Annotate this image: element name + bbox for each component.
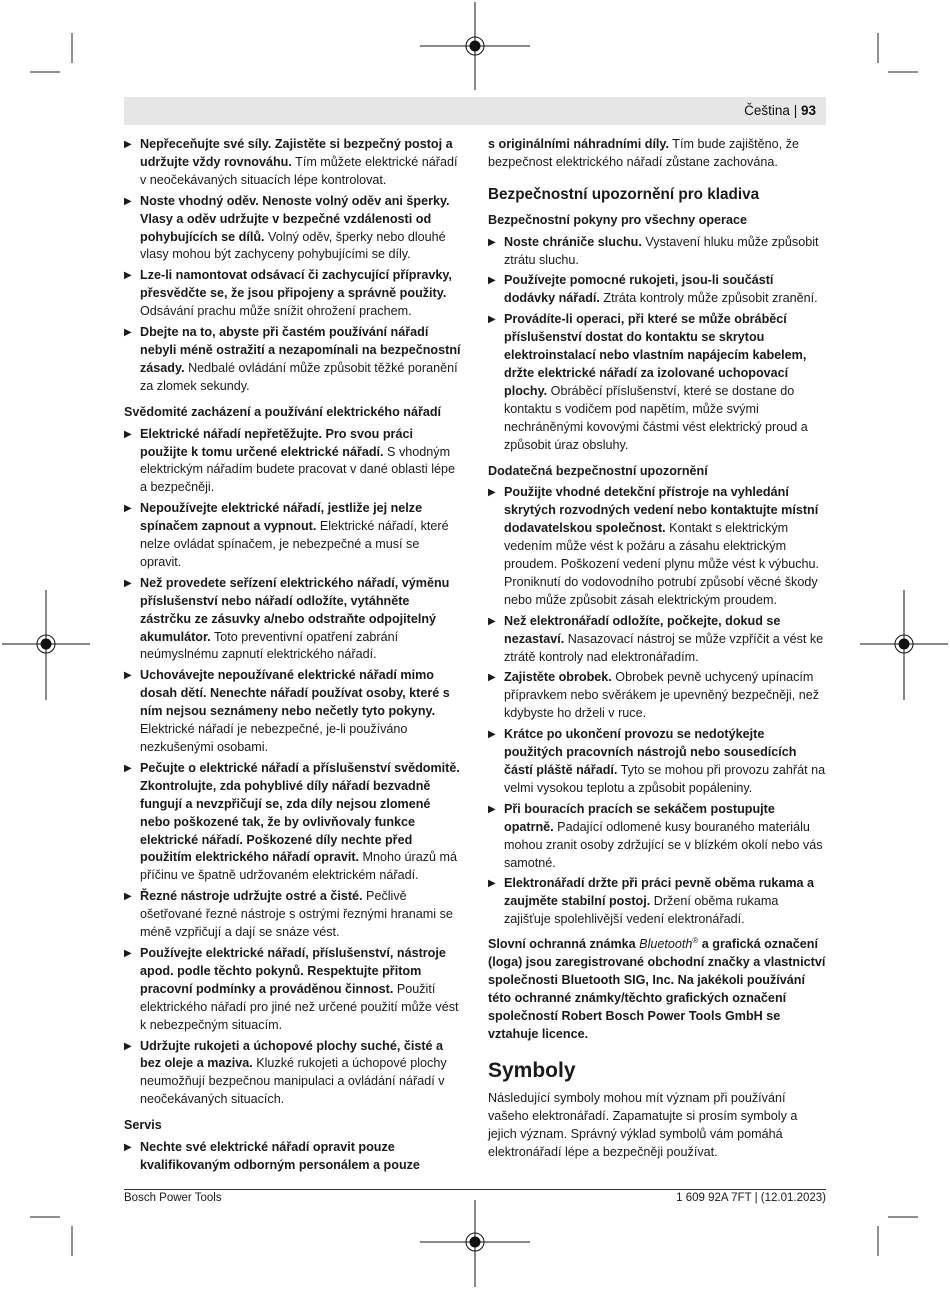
item-text: Tyto se mohou při provozu zahřát na velmi vysokou teplotu a způsobit popáleniny. xyxy=(504,763,826,795)
triangle-right-icon: ▶ xyxy=(488,878,496,890)
item-text: Použití elektrického nářadí pro jiné než určené použití může vést k nebezpečným situacím. xyxy=(140,981,459,1032)
list-item xyxy=(488,484,826,609)
item-bold: Noste chrániče sluchu. xyxy=(504,234,642,249)
triangle-right-icon: ▶ xyxy=(488,615,496,627)
additional-list xyxy=(488,484,826,929)
triangle-right-icon: ▶ xyxy=(124,503,132,515)
registration-mark-icon xyxy=(860,590,948,700)
triangle-right-icon: ▶ xyxy=(124,270,132,282)
item-text: Tím můžete elektrické nářadí v neočekávaných situacích lépe kontrolovat. xyxy=(140,154,458,187)
careful-use-list xyxy=(124,426,462,1110)
continuation-bold: s originálními náhradními díly. xyxy=(488,137,670,151)
item-bold: Krátce po ukončení provozu se nedotýkejte použitých pracovních nástrojů nebo sousedících částí pláště nářadí. xyxy=(504,727,797,777)
service-continuation xyxy=(488,136,826,172)
triangle-right-icon: ▶ xyxy=(124,762,132,774)
triangle-right-icon: ▶ xyxy=(124,195,132,207)
left-column xyxy=(124,136,462,1178)
additional-heading: Dodatečná bezpečnostní upozornění xyxy=(488,463,708,478)
item-bold: Řezné nástroje udržujte ostré a čisté. xyxy=(140,889,363,904)
triangle-right-icon: ▶ xyxy=(124,577,132,589)
list-item xyxy=(124,1139,462,1175)
list-item xyxy=(124,324,462,396)
footer-rule xyxy=(124,1189,826,1190)
item-bold: Uchovávejte nepoužívané elektrické nářadí mimo dosah dětí. Nenechte nářadí používat osoby, které s ním nejsou seznámeny nebo nečetly tyto pokyny. xyxy=(140,668,450,719)
list-item xyxy=(124,267,462,321)
list-item xyxy=(124,426,462,498)
triangle-right-icon: ▶ xyxy=(488,236,496,248)
item-text: Volný oděv, šperky nebo dlouhé vlasy mohou být zachyceny pohybujícími se díly. xyxy=(140,229,446,262)
item-bold: Udržujte rukojeti a úchopové plochy suché, čisté a bez oleje a maziva. xyxy=(140,1038,444,1071)
triangle-right-icon: ▶ xyxy=(124,1040,132,1052)
list-item xyxy=(124,760,462,885)
symbols-text: Následující symboly mohou mít význam při používání vašeho elektronářadí. Zapamatujte si prosím symboly a jejich význam. Správný výklad symbolů vám pomáhá elektronářadí lépe a bezpečněji používat. xyxy=(488,1090,798,1159)
registered-mark: ® xyxy=(692,936,699,946)
item-bold: Při bouracích pracích se sekáčem postupujte opatrně. xyxy=(504,801,775,834)
bluetooth-pre: Slovní ochranná známka xyxy=(488,937,640,952)
list-item xyxy=(124,136,462,190)
bluetooth-notice xyxy=(488,932,826,1044)
item-text: Kontakt s elektrickým vedením může vést k požáru a zásahu elektrickým proudem. Poškození vedení plynu může vést k výbuchu. Proniknutí do vodovodního potrubí způsobí věcné škody nebo může způsobit zásah elektrickým proudem. xyxy=(504,521,820,607)
header-bar xyxy=(124,97,826,125)
triangle-right-icon: ▶ xyxy=(124,947,132,959)
section-heading-careful-use: Svědomité zacházení a používání elektrického nářadí xyxy=(124,404,442,419)
triangle-right-icon: ▶ xyxy=(488,275,496,287)
item-bold: Používejte elektrické nářadí, příslušenství, nástroje apod. podle těchto pokynů. Respektujte přitom pracovní podmínky a prováděnou činnost. xyxy=(140,945,446,996)
list-item xyxy=(488,272,826,308)
bluetooth-post: a grafická označení (loga) jsou zaregistrované obchodní značky a vlastnictví společnosti Bluetooth SIG, Inc. Na jakékoli používání této ochranné známky/těchto grafických označení společností Robert Bosch Power Tools GmbH se vztahuje licence. xyxy=(488,937,826,1041)
item-text: Obrobek pevně uchycený upínacím přípravkem nebo svěrákem je upevněný bezpečněji, než kdybyste ho drželi v ruce. xyxy=(504,670,820,721)
triangle-right-icon: ▶ xyxy=(124,891,132,903)
item-bold: Elektronářadí držte při práci pevně oběma rukama a zaujměte stabilní postoj. xyxy=(504,876,815,909)
triangle-right-icon: ▶ xyxy=(488,314,496,326)
triangle-right-icon: ▶ xyxy=(488,672,496,684)
header-separator: | xyxy=(793,103,798,118)
item-text: Kluzké rukojeti a úchopové plochy neumožňují bezpečnou manipulaci a ovládání nářadí v neočekávaných situacích. xyxy=(140,1056,447,1107)
item-bold: Používejte pomocné rukojeti, jsou-li součástí dodávky nářadí. xyxy=(504,273,774,306)
triangle-right-icon: ▶ xyxy=(124,327,132,339)
list-item xyxy=(488,801,826,873)
all-ops-list xyxy=(488,234,826,455)
registration-mark-icon xyxy=(420,2,530,90)
page-number: 93 xyxy=(800,103,816,118)
item-text: Držení oběma rukama zajišťuje spolehlivější vedení elektronářadí. xyxy=(504,894,779,927)
registration-mark-icon xyxy=(420,1200,530,1287)
list-item xyxy=(124,500,462,572)
item-bold: Než elektronářadí odložíte, počkejte, dokud se nezastaví. xyxy=(504,613,781,646)
item-bold: Použijte vhodné detekční přístroje na vyhledání skrytých rozvodných vedení nebo kontaktujte místní dodavatelskou společnost. xyxy=(504,485,819,536)
item-bold: Nepřeceňujte své síly. Zajistěte si bezpečný postoj a udržujte vždy rovnováhu. xyxy=(140,137,453,169)
item-bold: Nechte své elektrické nářadí opravit pouze kvalifikovaným odborným personálem a pouze xyxy=(140,1140,420,1172)
header-language: Čeština xyxy=(744,103,790,118)
item-text: S vhodným elektrickým nářadím budete pracovat v dané oblasti lépe a bezpečněji. xyxy=(140,444,456,495)
hammer-heading: Bezpečnostní upozornění pro kladiva xyxy=(488,185,760,203)
triangle-right-icon: ▶ xyxy=(124,139,132,150)
item-bold: Pečujte o elektrické nářadí a příslušenství svědomitě. Zkontrolujte, zda pohyblivé díly nářadí bezvadně fungují a nevzpřičují se, zda díly nejsou zlomené nebo poškozené tak, že by ovlivňovaly funkce elektrické nářadí. Poškozené díly nechte před použitím elektrického nářadí opravit. xyxy=(140,760,460,865)
item-bold: Elektrické nářadí nepřetěžujte. Pro svou práci použijte k tomu určené elektrické nářadí. xyxy=(140,426,413,459)
list-item xyxy=(488,669,826,723)
symbols-heading: Symboly xyxy=(488,1058,576,1082)
bluetooth-brand: Bluetooth xyxy=(639,937,693,952)
item-text: Nasazovací nástroj se může vzpříčit a vést ke ztrátě kontroly nad elektronářadím. xyxy=(504,631,824,664)
list-item xyxy=(124,575,462,665)
item-text: Obráběcí příslušenství, které se dostane do kontaktu s vodičem pod napětím, může svými nechráněnými kovovými částmi vést elektrický proud a způsobit úraz obsluhy. xyxy=(504,383,808,452)
triangle-right-icon: ▶ xyxy=(488,803,496,815)
list-item xyxy=(488,311,826,454)
list-item xyxy=(124,193,462,265)
page-header xyxy=(744,103,816,118)
list-item xyxy=(488,234,826,270)
item-bold: Zajistěte obrobek. xyxy=(504,670,612,685)
right-column xyxy=(488,136,826,1165)
item-text: Ztráta kontroly může způsobit zranění. xyxy=(599,291,818,306)
item-text: Elektrické nářadí, které nelze ovládat spínačem, je nebezpečné a musí se opravit. xyxy=(140,519,449,569)
registration-mark-icon xyxy=(2,590,90,700)
list-item xyxy=(124,1038,462,1110)
continuation-text: Tím bude zajištěno, že bezpečnost elektrického nářadí zůstane zachována. xyxy=(488,137,799,169)
list-item xyxy=(488,726,826,798)
list-item xyxy=(124,888,462,942)
item-bold: Lze-li namontovat odsávací či zachycující přípravky, přesvědčte se, že jsou připojeny a správně použity. xyxy=(140,268,452,301)
item-bold: Provádíte-li operaci, při které se může obráběcí příslušenství dostat do kontaktu se skrytou elektroinstalací nebo vlastním napájecím kabelem, držte elektrické nářadí za izolované uchopovací plochy. xyxy=(504,312,807,398)
left-top-list xyxy=(124,136,462,396)
list-item xyxy=(488,613,826,667)
item-bold: Dbejte na to, abyste při častém používání nářadí nebyli méně ostražití a nezapomínali na bezpečnostní zásady. xyxy=(140,325,461,375)
item-text: Vystavení hluku může způsobit ztrátu sluchu. xyxy=(504,234,819,267)
triangle-right-icon: ▶ xyxy=(124,428,132,440)
item-text: Elektrické nářadí je nebezpečné, je-li používáno nezkušenými osobami. xyxy=(140,722,408,754)
list-item xyxy=(124,945,462,1035)
all-ops-heading: Bezpečnostní pokyny pro všechny operace xyxy=(488,212,747,227)
item-text: Toto preventivní opatření zabrání neúmyslnému zapnutí elektrického nářadí. xyxy=(140,629,399,662)
triangle-right-icon: ▶ xyxy=(124,1142,132,1154)
footer-brand: Bosch Power Tools xyxy=(124,1192,222,1204)
section-heading-service: Servis xyxy=(124,1118,162,1133)
triangle-right-icon: ▶ xyxy=(488,487,496,499)
footer-doc-id: 1 609 92A 7FT | (12.01.2023) xyxy=(676,1192,826,1204)
item-text: Padající odlomené kusy bouraného materiálu mohou zranit osoby zdržující se v blízkém okolí nebo vás samotné. xyxy=(504,819,823,870)
item-bold: Nepoužívejte elektrické nářadí, jestliže jej nelze spínačem zapnout a vypnout. xyxy=(140,501,423,534)
list-item xyxy=(124,667,462,757)
item-bold: Než provedete seřízení elektrického nářadí, výměnu příslušenství nebo nářadí odložíte, vytáhněte zástrčku ze zásuvky a/nebo odstraňte odpojitelný akumulátor. xyxy=(140,575,450,644)
service-list xyxy=(124,1139,462,1175)
item-text: Mnoho úrazů má příčinu ve špatně udržovaném elektrickém nářadí. xyxy=(140,850,458,883)
item-bold: Noste vhodný oděv. Nenoste volný oděv ani šperky. Vlasy a oděv udržujte v bezpečné vzdálenosti od pohybujících se dílů. xyxy=(140,193,450,244)
item-text: Odsávání prachu může snížit ohrožení prachem. xyxy=(140,304,412,319)
item-text: Nedbalé ovládání může způsobit těžké poranění za zlomek sekundy. xyxy=(140,360,458,393)
item-text: Pečlivě ošetřované řezné nástroje s ostrými řeznými hranami se méně vzpřičují a dají se snáze vést. xyxy=(140,889,453,940)
triangle-right-icon: ▶ xyxy=(124,670,132,682)
triangle-right-icon: ▶ xyxy=(488,729,496,741)
list-item xyxy=(488,875,826,929)
